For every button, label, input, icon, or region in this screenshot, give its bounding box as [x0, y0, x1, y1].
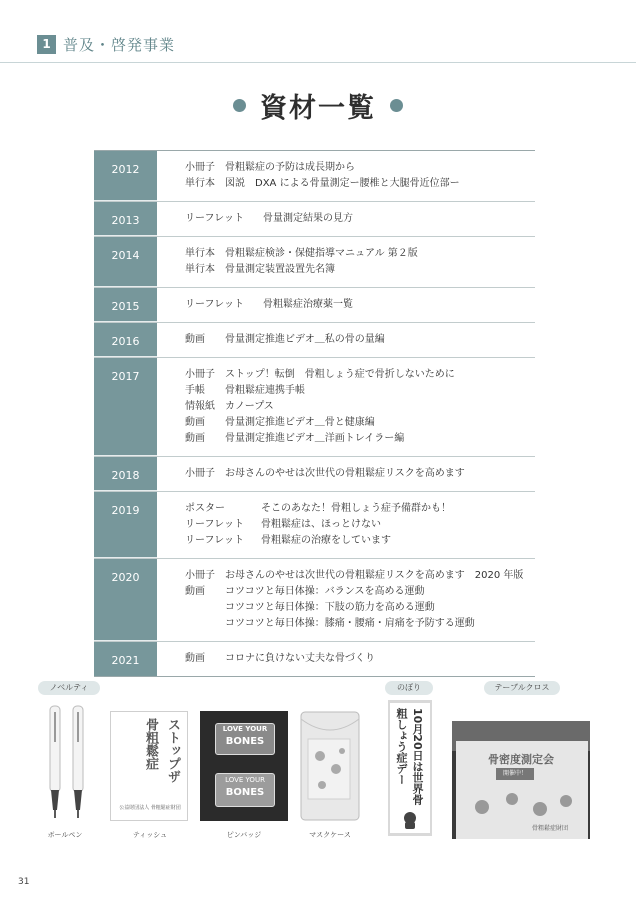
material-item: [185, 367, 535, 383]
material-title: 骨粗鬆症連携手帳: [225, 385, 305, 396]
material-item: [185, 600, 535, 616]
year-cell: 2018: [94, 457, 157, 491]
material-item: [185, 246, 535, 262]
items-cell: [157, 202, 535, 236]
material-title: コツコツと毎日体操：膝痛・腰痛・肩痛を予防する運動: [225, 618, 475, 629]
title-bullet-right: [390, 99, 403, 112]
materials-table: [94, 150, 535, 677]
material-item: [185, 211, 535, 227]
page-title-wrap: [0, 86, 636, 125]
material-item: [185, 332, 535, 348]
material-category: 単行本: [185, 264, 215, 275]
material-category: 単行本: [185, 178, 215, 189]
material-title: お母さんのやせは次世代の骨粗鬆症リスクを高めます 2020 年版: [225, 570, 524, 581]
tissue-image: [110, 711, 188, 821]
material-title: コツコツと毎日体操：バランスを高める運動: [225, 586, 425, 597]
tablecloth-org-text: 骨粗鬆症財団: [532, 825, 569, 832]
material-category: 動画: [185, 334, 205, 345]
page-number: 31: [18, 877, 30, 887]
table-row: [94, 559, 535, 642]
items-cell: [157, 457, 535, 491]
tissue-main-text: ストップザ骨粗鬆症: [143, 718, 180, 783]
material-title: 骨量測定装置設置先名簿: [225, 264, 335, 275]
nobori-text: [393, 708, 425, 808]
items-cell: [157, 492, 535, 558]
material-category: 動画: [185, 586, 205, 597]
material-item: [185, 533, 535, 549]
material-category: [185, 616, 225, 632]
table-row: [94, 358, 535, 457]
material-category: ポスター: [185, 503, 225, 514]
material-category: リーフレット: [185, 299, 244, 310]
section-number: 1: [37, 35, 56, 54]
material-item: [185, 651, 535, 667]
material-title: コロナに負けない丈夫な骨づくり: [225, 653, 375, 664]
material-title: コツコツと毎日体操：下肢の筋力を高める運動: [225, 602, 435, 613]
material-item: [185, 466, 535, 482]
material-category: 小冊子: [185, 162, 215, 173]
caption-tissue: ティッシュ: [132, 831, 168, 839]
pin-badge-image: [200, 711, 288, 821]
material-category: 情報紙: [185, 401, 215, 412]
tissue-org-text: 公益財団法人 骨粗鬆症財団: [119, 805, 181, 811]
year-cell: 2021: [94, 642, 157, 676]
material-item: [185, 176, 535, 192]
items-cell: [157, 151, 535, 201]
material-item: [185, 584, 535, 600]
mask-case-image: [300, 711, 360, 821]
material-category: 小冊子: [185, 570, 215, 581]
ballpen-image: [40, 704, 90, 824]
table-row: [94, 288, 535, 323]
material-item: [185, 415, 535, 431]
caption-ballpen: ボールペン: [47, 831, 83, 839]
material-item: [185, 431, 535, 447]
material-title: 骨量測定推進ビデオ＿私の骨の量編: [225, 334, 385, 345]
tablecloth-illustration: [468, 787, 578, 821]
material-title: 骨粗鬆症の治療をしています: [261, 535, 391, 546]
material-item: [185, 501, 535, 517]
material-item: [185, 383, 535, 399]
year-cell: 2014: [94, 237, 157, 287]
nobori-mascot-icon: [398, 810, 422, 830]
tag-tablecloth: テーブルクロス: [484, 681, 560, 695]
pin-bottom-line-2: BONES: [225, 787, 265, 798]
pin-top-line-2: BONES: [225, 736, 265, 747]
material-category: リーフレット: [185, 519, 244, 530]
material-item: [185, 616, 535, 632]
tablecloth-image: [452, 721, 590, 839]
material-category: 単行本: [185, 248, 215, 259]
nobori-line-1: 10月20日は: [411, 708, 424, 772]
caption-mask-case: マスクケース: [309, 831, 351, 839]
material-item: [185, 517, 535, 533]
material-item: [185, 399, 535, 415]
year-cell: 2019: [94, 492, 157, 558]
material-title: 骨粗鬆症の予防は成長期から: [225, 162, 355, 173]
tag-nobori: のぼり: [385, 681, 433, 695]
nobori-line-2: 世界骨粗しょう症デー: [395, 708, 424, 805]
table-row: [94, 642, 535, 676]
header-rule: [0, 62, 636, 63]
material-category: 動画: [185, 653, 205, 664]
page-title: 資材一覧: [260, 93, 376, 124]
items-cell: [157, 237, 535, 287]
table-row: [94, 202, 535, 237]
items-cell: [157, 642, 535, 676]
table-row: [94, 492, 535, 559]
year-cell: 2015: [94, 288, 157, 322]
pin-badge-bottom: [215, 773, 275, 807]
material-title: 骨量測定推進ビデオ＿洋画トレイラー編: [225, 433, 405, 444]
material-category: リーフレット: [185, 535, 244, 546]
material-category: 手帳: [185, 385, 205, 396]
table-row: [94, 237, 535, 288]
title-bullet-left: [233, 99, 246, 112]
year-cell: 2016: [94, 323, 157, 357]
items-cell: [157, 288, 535, 322]
tablecloth-sub-text: 開催中！: [496, 768, 534, 780]
material-item: [185, 262, 535, 278]
material-title: カノープス: [225, 401, 274, 412]
pin-top-line-1: LOVE YOUR: [222, 725, 268, 733]
table-row: [94, 151, 535, 202]
table-row: [94, 323, 535, 358]
material-category: 小冊子: [185, 369, 215, 380]
material-title: 骨粗鬆症は、ほっとけない: [261, 519, 381, 530]
pin-bottom-line-1: LOVE YOUR: [225, 776, 265, 784]
material-category: [185, 600, 225, 616]
tag-novelty: ノベルティ: [38, 681, 100, 695]
material-item: [185, 568, 535, 584]
material-title: お母さんのやせは次世代の骨粗鬆症リスクを高めます: [225, 468, 465, 479]
material-title: 骨粗鬆症治療薬一覧: [263, 299, 353, 310]
material-title: ストップ！転倒 骨粗しょう症で骨折しないために: [225, 369, 455, 380]
tablecloth-main-text: 骨密度測定会: [488, 753, 554, 766]
material-title: 図説 DXA による骨量測定ー腰椎と大腿骨近位部ー: [225, 178, 460, 189]
items-cell: [157, 358, 535, 456]
material-title: 骨量測定結果の見方: [263, 213, 353, 224]
material-item: [185, 160, 535, 176]
items-cell: [157, 323, 535, 357]
year-cell: 2017: [94, 358, 157, 456]
year-cell: 2012: [94, 151, 157, 201]
year-cell: 2013: [94, 202, 157, 236]
items-cell: [157, 559, 535, 641]
material-title: そこのあなた！骨粗しょう症予備群かも！: [261, 503, 451, 514]
table-row: [94, 457, 535, 492]
section-title: 普及・啓発事業: [63, 36, 176, 54]
material-category: 動画: [185, 417, 205, 428]
material-category: 動画: [185, 433, 205, 444]
material-category: リーフレット: [185, 213, 244, 224]
pin-badge-top: [215, 723, 275, 755]
material-category: 小冊子: [185, 468, 215, 479]
caption-pin-badge: ピンバッジ: [226, 831, 262, 839]
material-title: 骨粗鬆症検診・保健指導マニュアル 第２版: [225, 248, 418, 259]
nobori-banner-image: [388, 700, 432, 836]
year-cell: 2020: [94, 559, 157, 641]
material-item: [185, 297, 535, 313]
material-title: 骨量測定推進ビデオ＿骨と健康編: [225, 417, 375, 428]
